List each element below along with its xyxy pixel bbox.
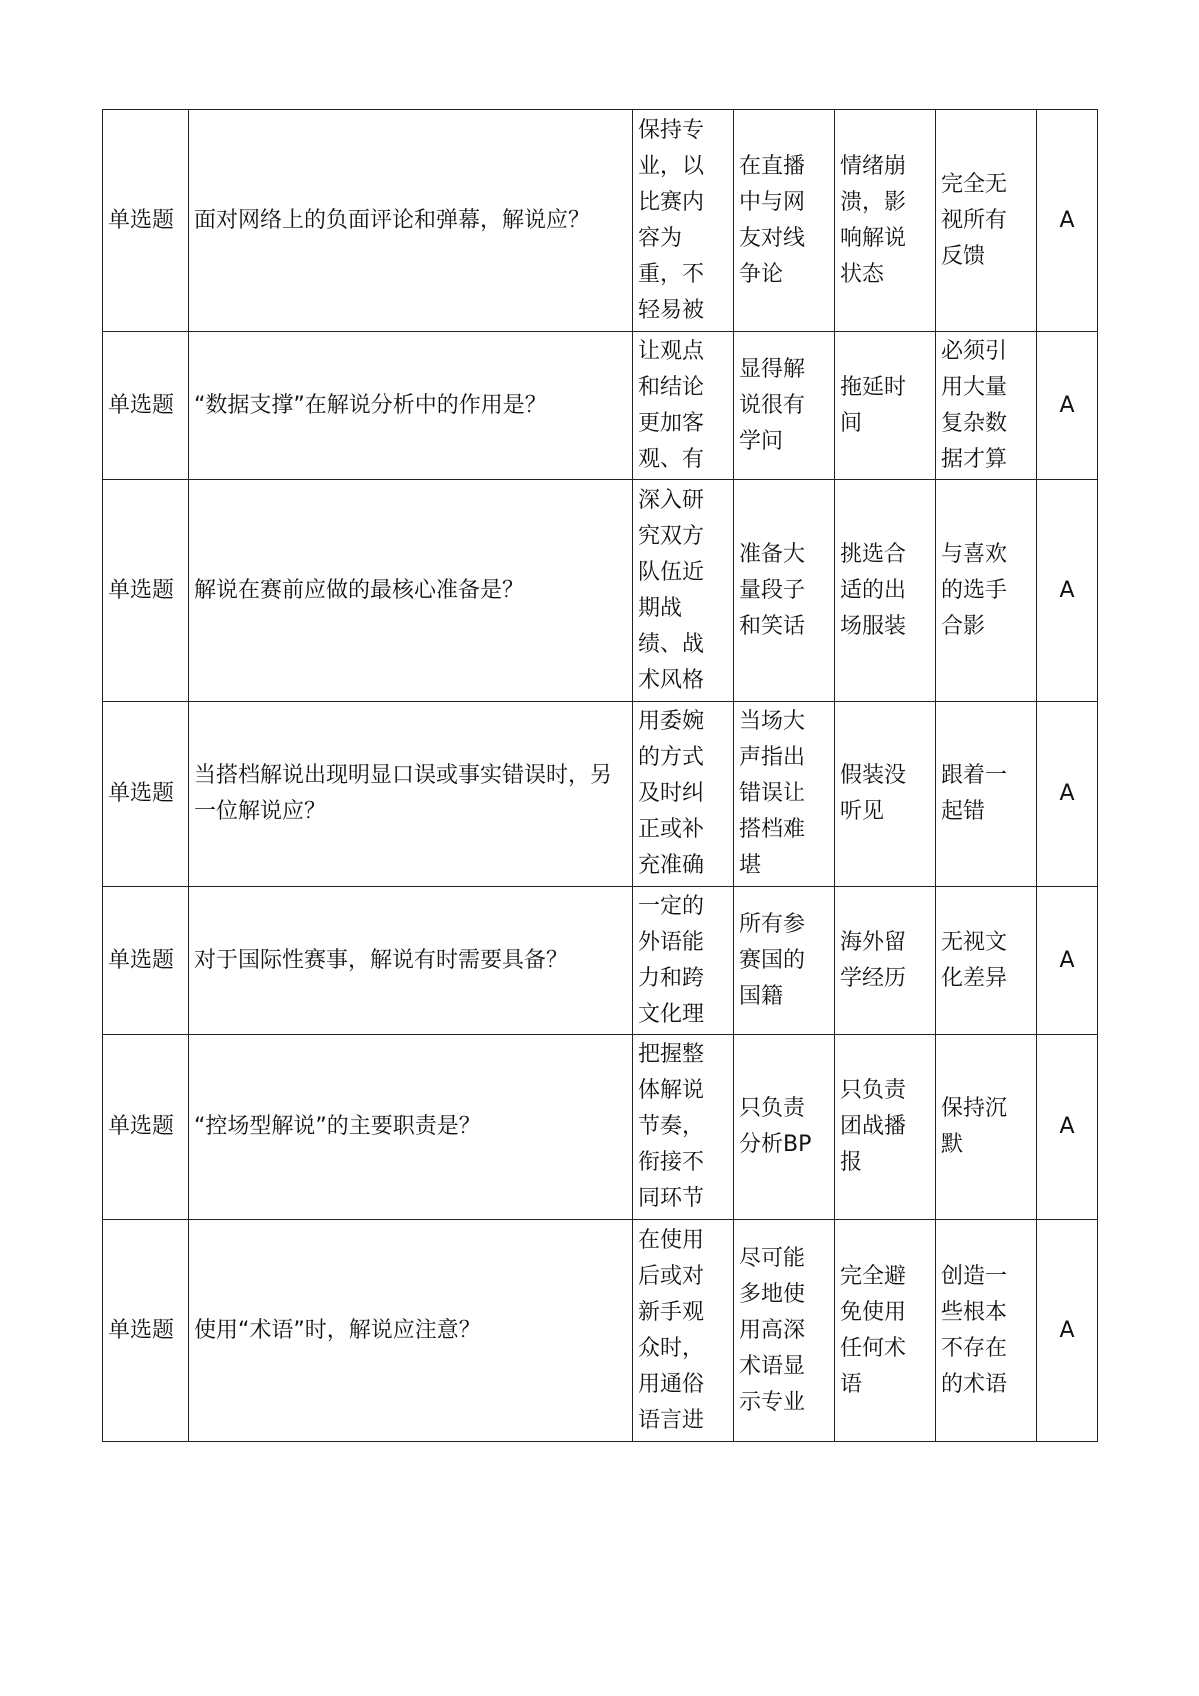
option-b-text: 尽可能多地使用高深术语显示专业 bbox=[739, 1245, 806, 1415]
option-c-text: 挑选合适的出场服装 bbox=[840, 541, 907, 639]
answer: A bbox=[1037, 1220, 1098, 1442]
answer: A bbox=[1037, 480, 1098, 702]
option-b bbox=[734, 702, 835, 887]
option-a-text: 用委婉的方式及时纠正或补充准确 bbox=[638, 709, 705, 878]
question-type: 单选题 bbox=[103, 1220, 189, 1442]
option-d bbox=[936, 110, 1037, 332]
option-b-text: 准备大量段子和笑话 bbox=[739, 541, 806, 639]
option-c bbox=[835, 702, 936, 887]
option-c bbox=[835, 332, 936, 480]
option-d bbox=[936, 480, 1037, 702]
option-c-text: 假装没听见 bbox=[840, 763, 907, 824]
option-d-text: 跟着一起错 bbox=[941, 763, 1008, 824]
option-d-text: 创造一些根本不存在的术语 bbox=[941, 1263, 1008, 1397]
option-b bbox=[734, 887, 835, 1035]
answer: A bbox=[1037, 332, 1098, 480]
option-b-text: 只负责分析BP bbox=[739, 1096, 812, 1157]
option-d-text: 必须引用大量复杂数据才算 bbox=[941, 338, 1008, 472]
table-row bbox=[103, 1035, 1098, 1220]
question-table bbox=[102, 109, 1098, 1442]
option-d bbox=[936, 1220, 1037, 1442]
option-a bbox=[633, 332, 734, 480]
table-row bbox=[103, 332, 1098, 480]
answer: A bbox=[1037, 887, 1098, 1035]
option-a-text: 深入研究双方队伍近期战绩、战术风格 bbox=[638, 487, 705, 693]
option-d bbox=[936, 702, 1037, 887]
option-a bbox=[633, 1035, 734, 1220]
option-b bbox=[734, 1220, 835, 1442]
option-d bbox=[936, 887, 1037, 1035]
option-c bbox=[835, 1220, 936, 1442]
option-d bbox=[936, 1035, 1037, 1220]
option-d-text: 与喜欢的选手合影 bbox=[941, 541, 1008, 639]
answer: A bbox=[1037, 110, 1098, 332]
table-row bbox=[103, 110, 1098, 332]
question-text: 当搭档解说出现明显口误或事实错误时，另一位解说应？ bbox=[189, 702, 633, 887]
answer: A bbox=[1037, 702, 1098, 887]
question-type: 单选题 bbox=[103, 1035, 189, 1220]
table-row bbox=[103, 702, 1098, 887]
option-c-text: 完全避免使用任何术语 bbox=[840, 1263, 907, 1397]
option-b-text: 所有参赛国的国籍 bbox=[739, 911, 806, 1009]
option-b bbox=[734, 110, 835, 332]
question-text: “控场型解说”的主要职责是？ bbox=[189, 1035, 633, 1220]
option-b bbox=[734, 332, 835, 480]
option-c bbox=[835, 480, 936, 702]
option-a bbox=[633, 110, 734, 332]
option-a-text: 保持专业，以比赛内容为重，不轻易被 bbox=[638, 117, 705, 323]
option-a-text: 在使用后或对新手观众时，用通俗语言进 bbox=[638, 1227, 705, 1433]
option-a-text: 把握整体解说节奏，衔接不同环节 bbox=[638, 1042, 705, 1211]
question-text: 解说在赛前应做的最核心准备是？ bbox=[189, 480, 633, 702]
question-type: 单选题 bbox=[103, 702, 189, 887]
option-c-text: 拖延时间 bbox=[840, 374, 907, 436]
question-type: 单选题 bbox=[103, 110, 189, 332]
option-d-text: 无视文化差异 bbox=[941, 929, 1008, 991]
question-text: “数据支撑”在解说分析中的作用是？ bbox=[189, 332, 633, 480]
answer: A bbox=[1037, 1035, 1098, 1220]
table-row bbox=[103, 480, 1098, 702]
option-a-text: 一定的外语能力和跨文化理 bbox=[638, 893, 705, 1027]
table-row bbox=[103, 887, 1098, 1035]
option-b-text: 当场大声指出错误让搭档难堪 bbox=[739, 709, 806, 878]
option-a bbox=[633, 887, 734, 1035]
option-c-text: 情绪崩溃，影响解说状态 bbox=[840, 153, 907, 287]
question-type: 单选题 bbox=[103, 887, 189, 1035]
option-a bbox=[633, 480, 734, 702]
option-c-text: 海外留学经历 bbox=[840, 929, 907, 991]
option-b bbox=[734, 480, 835, 702]
option-c-text: 只负责团战播报 bbox=[840, 1078, 907, 1175]
option-a bbox=[633, 702, 734, 887]
option-b bbox=[734, 1035, 835, 1220]
option-b-text: 显得解说很有学问 bbox=[739, 356, 806, 454]
table-row bbox=[103, 1220, 1098, 1442]
question-type: 单选题 bbox=[103, 332, 189, 480]
question-text: 使用“术语”时，解说应注意？ bbox=[189, 1220, 633, 1442]
option-b-text: 在直播中与网友对线争论 bbox=[739, 153, 806, 287]
option-c bbox=[835, 887, 936, 1035]
option-d-text: 保持沉默 bbox=[941, 1096, 1008, 1157]
option-c bbox=[835, 1035, 936, 1220]
option-d bbox=[936, 332, 1037, 480]
question-type: 单选题 bbox=[103, 480, 189, 702]
question-text: 对于国际性赛事，解说有时需要具备？ bbox=[189, 887, 633, 1035]
option-c bbox=[835, 110, 936, 332]
question-text: 面对网络上的负面评论和弹幕，解说应？ bbox=[189, 110, 633, 332]
option-a bbox=[633, 1220, 734, 1442]
option-a-text: 让观点和结论更加客观、有 bbox=[638, 338, 705, 472]
option-d-text: 完全无视所有反馈 bbox=[941, 171, 1008, 269]
